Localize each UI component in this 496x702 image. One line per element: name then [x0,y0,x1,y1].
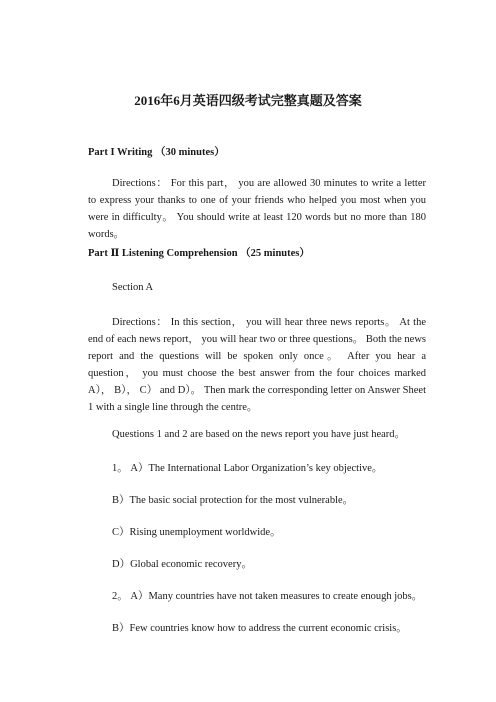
part2-heading: Part Ⅱ Listening Comprehension （25 minutes） [88,248,310,259]
part2-directions [88,314,426,416]
question-1-option-d: D）Global economic recovery。 [112,559,252,570]
questions-intro: Questions 1 and 2 are based on the news report you have just heard。 [112,429,406,440]
question-2-option-a: 2。 A）Many countries have not taken measures to create enough jobs。 [112,591,423,602]
section-a-label: Section A [112,282,154,293]
part1-heading: Part I Writing （30 minutes） [88,147,225,158]
question-1-option-b: B）The basic social protection for the most vulnerable。 [112,495,354,506]
part1-directions-text: Directions： For this part， you are allowed 30 minutes to write a letter to express your thanks to one of your friends who helped you most when you were in difficulty。 You should write at least 120 words but no more than 180 words。 [88,178,426,240]
question-1-option-a: 1。 A）The International Labor Organization’s key objective。 [112,463,383,474]
document-title: 2016年6月英语四级考试完整真题及答案 [134,93,362,108]
question-1-option-c: C）Rising unemployment worldwide。 [112,527,281,538]
part1-directions [88,175,426,243]
question-2-option-b: B）Few countries know how to address the current economic crisis。 [112,623,407,634]
part2-directions-text: Directions： In this section， you will hear three news reports。 At the end of each news report， you will hear two or three questions。 Both the news report and the questions will be spoken only once。 After you hear a question， you must choose the best answer from the four choices marked A）， B）， C） and D）。 Then mark the corresponding letter on Answer Sheet 1 with a single line through the centre。 [88,317,426,413]
